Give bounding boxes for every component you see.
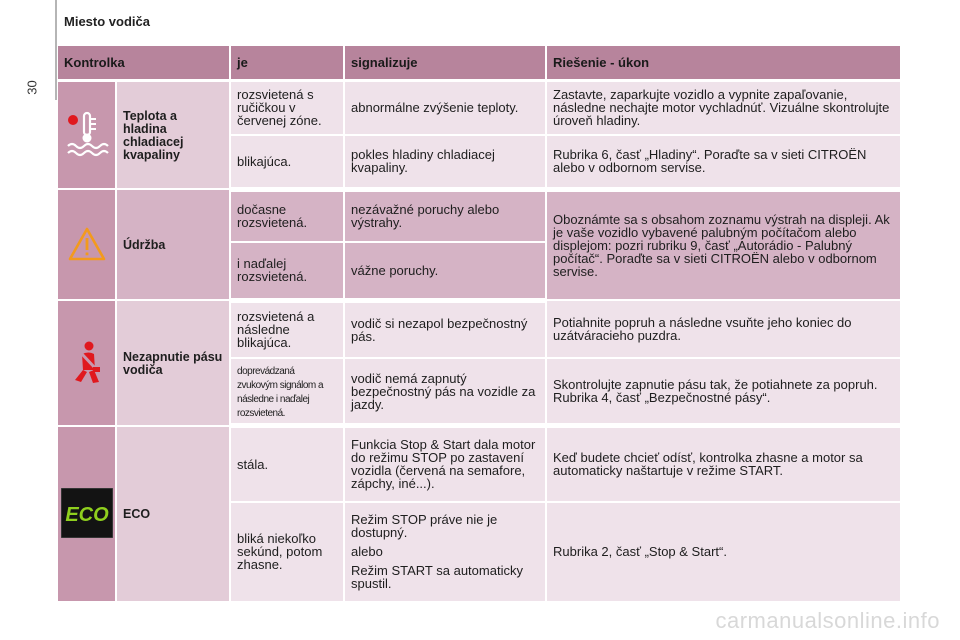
state-cell: rozsvietená a následne blikajúca. bbox=[230, 300, 344, 358]
svg-text:ECO: ECO bbox=[64, 503, 109, 526]
meaning-cell: pokles hladiny chladiacej kvapaliny. bbox=[344, 135, 546, 189]
table-header-row bbox=[58, 46, 901, 80]
page-title: Miesto vodiča bbox=[64, 14, 150, 29]
table-row bbox=[58, 426, 901, 502]
meaning-cell: Funkcia Stop & Start dala motor do režimu STOP po zastavení vozidla (červená na semafore, zápchy, iné...). bbox=[344, 426, 546, 502]
group-name-eco: ECO bbox=[116, 426, 230, 602]
state-cell: dočasne rozsvietená. bbox=[230, 189, 344, 242]
seatbelt-icon bbox=[67, 340, 107, 384]
meaning-cell: vodič si nezapol bezpečnostný pás. bbox=[344, 300, 546, 358]
col-header-riesenie: Riešenie - úkon bbox=[546, 46, 901, 80]
action-cell: Oboznámte sa s obsahom zoznamu výstrah na displeji. Ak je vaše vozidlo vybavené palubným počítačom alebo displejom: pozri rubriku 9, časť „Autorádio - Palubný počítač“. Poraďte sa v sieti CITROËN alebo v odbornom servise. bbox=[546, 189, 901, 300]
state-cell: rozsvietená s ručičkou v červenej zóne. bbox=[230, 80, 344, 135]
meaning-cell: Režim STOP práve nie je dostupný. alebo Režim START sa automaticky spustil. bbox=[344, 502, 546, 602]
coolant-temperature-icon bbox=[64, 109, 110, 159]
action-cell: Rubrika 6, časť „Hladiny“. Poraďte sa v sieti CITROËN alebo v odbornom servise. bbox=[546, 135, 901, 189]
group-name-seatbelt: Nezapnutie pásu vodiča bbox=[116, 300, 230, 426]
page-number-wrap bbox=[25, 80, 39, 95]
table-row bbox=[58, 300, 901, 358]
group-name-coolant: Teplota a hladina chladiacej kvapaliny bbox=[116, 80, 230, 189]
icon-cell bbox=[58, 189, 116, 300]
meaning-cell: vodič nemá zapnutý bezpečnostný pás na vozidle za jazdy. bbox=[344, 358, 546, 426]
warning-triangle-icon bbox=[67, 226, 107, 262]
action-cell: Skontrolujte zapnutie pásu tak, že potiahnete za popruh. Rubrika 4, časť „Bezpečnostné pásy“. bbox=[546, 358, 901, 426]
state-cell: blikajúca. bbox=[230, 135, 344, 189]
action-cell: Zastavte, zaparkujte vozidlo a vypnite zapaľovanie, následne nechajte motor vychladnúť. Vizuálne skontrolujte úroveň hladiny. bbox=[546, 80, 901, 135]
icon-cell bbox=[58, 300, 116, 426]
eco-icon bbox=[61, 488, 113, 538]
col-header-kontrolka: Kontrolka bbox=[58, 46, 230, 80]
meaning-cell: abnormálne zvýšenie teploty. bbox=[344, 80, 546, 135]
table-row bbox=[58, 189, 901, 242]
col-header-je: je bbox=[230, 46, 344, 80]
action-cell: Keď budete chcieť odísť, kontrolka zhasne a motor sa automaticky naštartuje v režime START. bbox=[546, 426, 901, 502]
col-header-signalizuje: signalizuje bbox=[344, 46, 546, 80]
state-cell: bliká niekoľko sekúnd, potom zhasne. bbox=[230, 502, 344, 602]
icon-cell bbox=[58, 426, 116, 602]
table-row bbox=[58, 80, 901, 135]
watermark: carmanualsonline.info bbox=[715, 608, 940, 633]
icon-cell bbox=[58, 80, 116, 189]
state-cell: stála. bbox=[230, 426, 344, 502]
meaning-cell: nezávažné poruchy alebo výstrahy. bbox=[344, 189, 546, 242]
meaning-cell: vážne poruchy. bbox=[344, 242, 546, 300]
action-cell: Potiahnite popruh a následne vsuňte jeho koniec do uzátváracieho puzdra. bbox=[546, 300, 901, 358]
action-cell: Rubrika 2, časť „Stop & Start“. bbox=[546, 502, 901, 602]
warning-lights-table bbox=[58, 46, 902, 603]
group-name-maintenance: Údržba bbox=[116, 189, 230, 300]
side-bar bbox=[55, 0, 57, 100]
state-cell: i naďalej rozsvietená. bbox=[230, 242, 344, 300]
state-cell: doprevádzaná zvukovým signálom a následne i naďalej rozsvietená. bbox=[230, 358, 344, 426]
page-number: 30 bbox=[24, 80, 40, 95]
